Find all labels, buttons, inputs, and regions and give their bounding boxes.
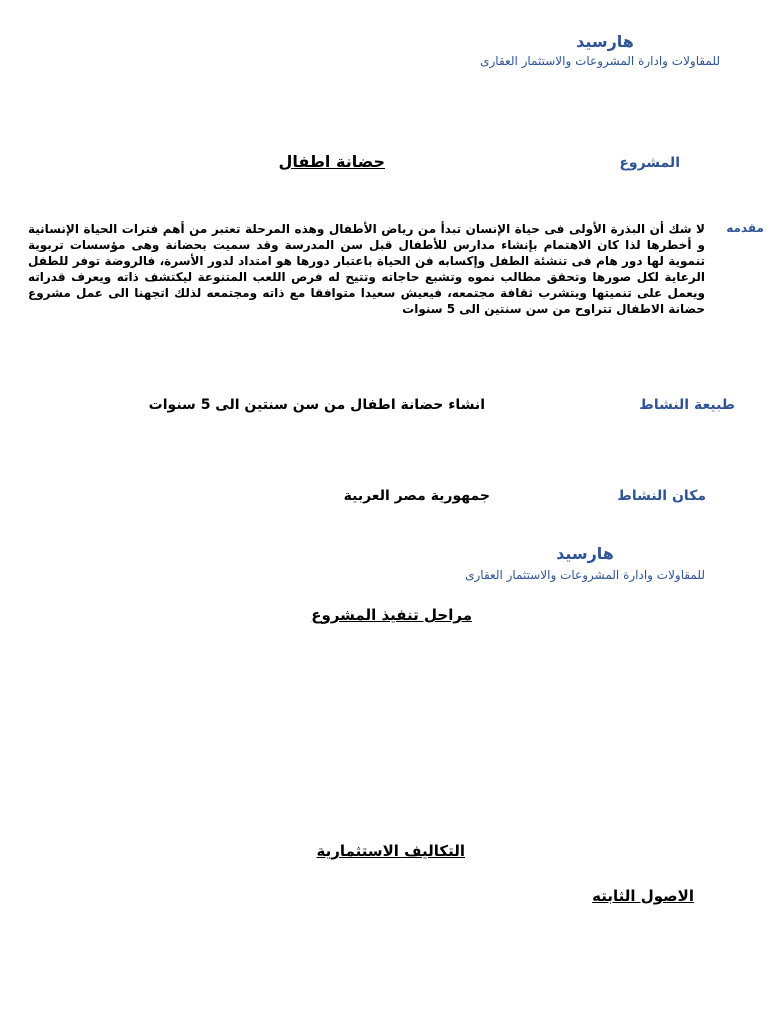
company-tagline-middle: للمقاولات وادارة المشروعات والاستثمار العقارى xyxy=(465,568,705,582)
introduction-text: لا شك أن البذرة الأولى فى حياة الإنسان تبدأ من رياض الأطفال وهذه المرحلة تعتبر من أهم فترات الحياة الإنسانية و أخطرها لذا كان الاهتمام بإنشاء مدارس للأطفال قبل سن المدرسة وقد سميت بحضانة وهى مؤسسات تربوية تنموية لها دور هام فى تنشئة الطفل وإكسابه فن الحياة باعتبار دورها هو امتداد لدور الأسرة، فالروضة توفر للطفل الرعاية لكل صورها وتحقق مطالب نموه وتشبع حاجاته وتتيح له فرص اللعب المتنوعة ليكتشف ذاته ويعرف قدراته ويعمل على تنميتها ويتشرب ثقافة مجتمعه، فيعيش سعيدا متوافقا مع ذاته ومجتمعه لذلك اتجهنا الى عمل مشروع حضانة الاطفال تتراوح من سن سنتين الى 5 سنوات xyxy=(28,222,705,316)
activity-type-label: طبيعة النشاط xyxy=(639,397,735,413)
project-name: حضانة اطفال xyxy=(278,152,385,171)
activity-location-label: مكان النشاط xyxy=(617,488,706,504)
project-label: المشروع xyxy=(619,155,680,171)
company-tagline-top: للمقاولات وادارة المشروعات والاستثمار العقارى xyxy=(480,54,720,68)
implementation-stages-heading: مراحل تنفيذ المشروع xyxy=(311,606,472,624)
investment-costs-heading: التكاليف الاستثمارية xyxy=(316,842,465,860)
company-name-middle: هارسيد xyxy=(556,544,614,563)
introduction-label: مقدمه xyxy=(726,221,764,235)
fixed-assets-heading: الاصول الثابته xyxy=(592,887,694,905)
company-name-top: هارسيد xyxy=(576,32,634,51)
activity-type-value: انشاء حضانة اطفال من سن سنتين الى 5 سنوات xyxy=(148,397,485,413)
activity-location-value: جمهورية مصر العربية xyxy=(343,488,490,504)
